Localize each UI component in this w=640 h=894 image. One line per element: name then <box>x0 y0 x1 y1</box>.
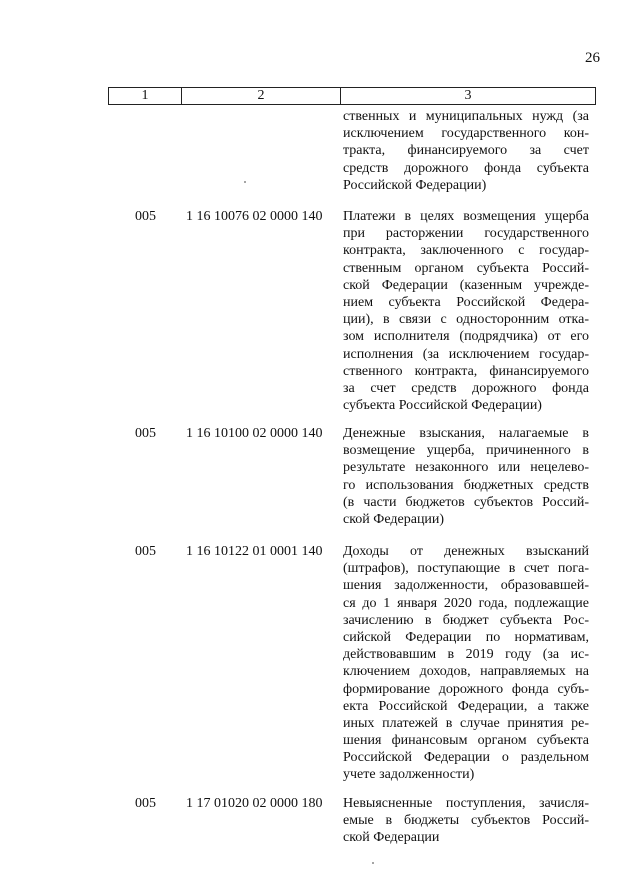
header-col-1: 1 <box>109 88 182 104</box>
text-line: контракта, заключенного с государ- <box>343 243 589 259</box>
row-admin-code: 005 <box>135 796 156 811</box>
row-budget-code: 1 17 01020 02 0000 180 <box>186 796 323 811</box>
page-number: 26 <box>585 50 600 66</box>
text-line: нием субъекта Российской Федера- <box>343 294 589 310</box>
text-line: екта Российской Федерации, а также <box>343 698 589 714</box>
text-line: при расторжении государственного <box>343 226 589 242</box>
row-admin-code: 005 <box>135 209 156 224</box>
row-description <box>343 425 589 528</box>
text-line: (штрафов), поступающие в счет пога- <box>343 561 589 577</box>
text-line: ской Федерации (казенным учрежде- <box>343 277 589 293</box>
text-line: иных платежей в случае принятия ре- <box>343 715 589 731</box>
text-line: Доходы от денежных взысканий <box>343 544 589 559</box>
text-line: Денежные взыскания, налагаемые в <box>343 426 589 441</box>
text-line: ственных и муниципальных нужд (за <box>343 109 589 124</box>
row-admin-code: 005 <box>135 426 156 441</box>
text-line: ключением доходов, направляемых на <box>343 664 589 680</box>
text-line: возмещение ущерба, причиненного в <box>343 443 589 459</box>
text-line: (в части бюджетов субъектов Россий- <box>343 494 589 510</box>
row-description <box>343 543 589 784</box>
text-line: Платежи в целях возмещения ущерба <box>343 209 589 224</box>
text-line: Российской Федерации о раздельном <box>343 750 589 766</box>
text-line: ской Федерации) <box>343 511 445 527</box>
scan-speck <box>372 862 374 864</box>
row-admin-code: 005 <box>135 544 156 559</box>
text-line: средств дорожного фонда субъекта <box>343 160 589 176</box>
text-line: шения финансовым органом субъекта <box>343 733 589 749</box>
row-budget-code: 1 16 10076 02 0000 140 <box>186 209 323 224</box>
text-line: исполнения (за исключением государ- <box>343 346 589 362</box>
text-line: ской Федерации <box>343 830 440 846</box>
continuation-text <box>343 108 589 194</box>
row-budget-code: 1 16 10100 02 0000 140 <box>186 426 323 441</box>
scan-speck <box>244 181 246 183</box>
text-line: действовавшим в 2019 году (за ис- <box>343 647 589 663</box>
row-description <box>343 208 589 414</box>
text-line: исключением государственного кон- <box>343 126 589 142</box>
text-line: учете задолженности) <box>343 767 475 783</box>
text-line: зом исполнителя (подрядчика) от его <box>343 329 589 345</box>
text-line: го использования бюджетных средств <box>343 477 589 493</box>
text-line: зачислению в бюджет субъекта Рос- <box>343 612 589 628</box>
text-line: Невыясненные поступления, зачисля- <box>343 796 589 811</box>
text-line: ственного контракта, финансируемого <box>343 363 589 379</box>
row-description <box>343 795 589 847</box>
text-line: тракта, финансируемого за счет <box>343 143 589 159</box>
text-line: формирование дорожного фонда субъ- <box>343 681 589 697</box>
text-line: субъекта Российской Федерации) <box>343 398 542 414</box>
text-line: ции), в связи с односторонним отка- <box>343 312 589 328</box>
header-col-2: 2 <box>182 88 341 104</box>
table-header <box>108 87 596 105</box>
text-line: результате незаконного или нецелево- <box>343 460 589 476</box>
header-col-3: 3 <box>464 88 472 103</box>
text-line: сийской Федерации по нормативам, <box>343 629 589 645</box>
text-line: за счет средств дорожного фонда <box>343 380 589 396</box>
text-line: Российской Федерации) <box>343 177 487 193</box>
text-line: шения задолженности, образовавшей- <box>343 578 589 594</box>
text-line: ственным органом субъекта Россий- <box>343 260 589 276</box>
row-budget-code: 1 16 10122 01 0001 140 <box>186 544 323 559</box>
text-line: ся до 1 января 2020 года, подлежащие <box>343 595 589 611</box>
text-line: емые в бюджеты субъектов Россий- <box>343 813 589 829</box>
